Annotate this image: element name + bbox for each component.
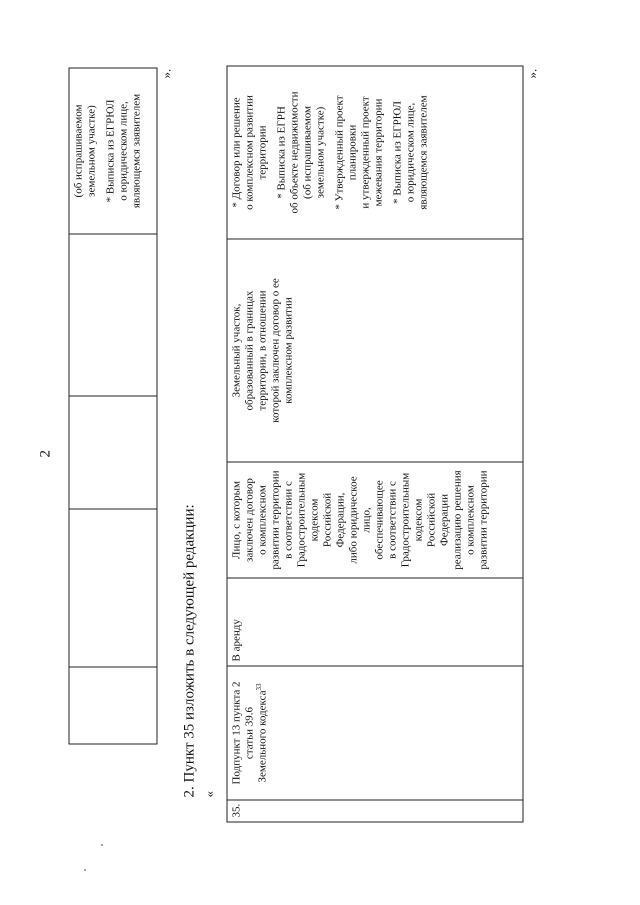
- applicant-line: Российской: [425, 492, 437, 548]
- doc-line: земельном участке): [314, 106, 326, 199]
- doc-line: * Выписка из ЕГРЮЛ: [391, 101, 403, 204]
- doc-line: являющемся заявителем: [417, 95, 429, 210]
- applicant-line: Градостроительным: [295, 472, 307, 568]
- opening-quote: «: [201, 791, 216, 798]
- continuation-table: [68, 68, 157, 745]
- legal-basis-cell: [227, 666, 523, 800]
- applicant-line: Российской: [321, 492, 333, 548]
- table-row: [227, 66, 523, 822]
- doc-line: о комплексном развитии: [243, 95, 255, 210]
- doc-line: о юридическом лице,: [117, 101, 129, 201]
- doc-line: земельном участке): [85, 105, 97, 197]
- footnote-ref: 33: [254, 683, 263, 691]
- scan-speck: [101, 844, 103, 846]
- doc-line: являющемся заявителем: [130, 93, 142, 209]
- closing-quote: ».: [158, 68, 173, 79]
- table-cell: [69, 667, 157, 744]
- doc-line: * Выписка из ЕГРЮЛ: [104, 99, 116, 203]
- land-line: Земельный участок,: [230, 303, 242, 398]
- closing-quote: ».: [524, 68, 539, 79]
- land-plot-cell: [227, 239, 523, 462]
- land-line: комплексном развитии: [282, 297, 294, 404]
- basis-line: [256, 671, 269, 796]
- applicant-line: кодексом: [308, 498, 320, 542]
- table-row: [69, 68, 157, 744]
- applicant-line: Градостроительным: [399, 472, 411, 568]
- land-line: которой заключен договор о ее: [269, 278, 281, 423]
- item-35-table: [226, 66, 523, 823]
- applicant-line: заключен договор: [243, 478, 255, 562]
- table-cell: [69, 509, 157, 667]
- applicant-line: Лицо, с которым: [230, 480, 242, 560]
- basis-text: Земельного кодекса: [256, 690, 268, 783]
- doc-line: * Выписка из ЕГРН: [275, 106, 287, 199]
- applicant-line: кодексом: [412, 498, 424, 542]
- land-line: образованный в границах: [243, 290, 255, 411]
- applicant-line: о комплексном: [464, 485, 476, 555]
- section-heading: 2. Пункт 35 изложить в следующей редакции:: [181, 504, 197, 798]
- doc-line: о юридическом лице,: [404, 102, 416, 203]
- doc-line: об объекте недвижимости: [288, 91, 300, 214]
- table-cell: [69, 396, 157, 509]
- doc-line: * Договор или решение: [230, 97, 242, 208]
- doc-line: и утвержденный проект: [359, 96, 371, 209]
- applicant-line: Федерации: [438, 494, 450, 546]
- applicant-line: либо юридическое: [347, 476, 359, 564]
- doc-line: (об испрашиваемом: [72, 104, 84, 198]
- applicant-line: лицо,: [360, 507, 372, 533]
- applicant-line: в соответствии с: [282, 481, 294, 559]
- item-number-cell: 35.: [227, 800, 523, 822]
- scan-speck: [84, 869, 86, 871]
- right-type-cell: В аренду: [227, 578, 523, 666]
- applicant-line: в соответствии с: [386, 481, 398, 559]
- applicant-line: развитии территории: [269, 470, 281, 570]
- documents-cell: [227, 66, 523, 239]
- doc-line: * Утвержденный проект: [333, 95, 345, 210]
- applicant-line: Федерации,: [334, 492, 346, 548]
- doc-line: территории: [256, 125, 268, 180]
- required-documents-cell: [69, 68, 157, 234]
- land-line: территории, в отношении: [256, 290, 268, 411]
- doc-line: (об испрашиваемом: [301, 106, 313, 199]
- applicant-line: обеспечивающее: [373, 480, 385, 560]
- table-cell: [69, 234, 157, 396]
- doc-line: межевания территории: [372, 98, 384, 207]
- basis-line: статьи 39.6: [243, 706, 255, 760]
- applicant-cell: [227, 462, 523, 578]
- doc-line: планировки: [346, 124, 358, 181]
- applicant-line: реализацию решения: [451, 470, 463, 570]
- applicant-line: развитии территории: [477, 470, 489, 570]
- basis-line: Подпункт 13 пункта 2: [230, 681, 242, 785]
- applicant-line: о комплексном: [256, 485, 268, 555]
- page-number: 2: [37, 450, 53, 458]
